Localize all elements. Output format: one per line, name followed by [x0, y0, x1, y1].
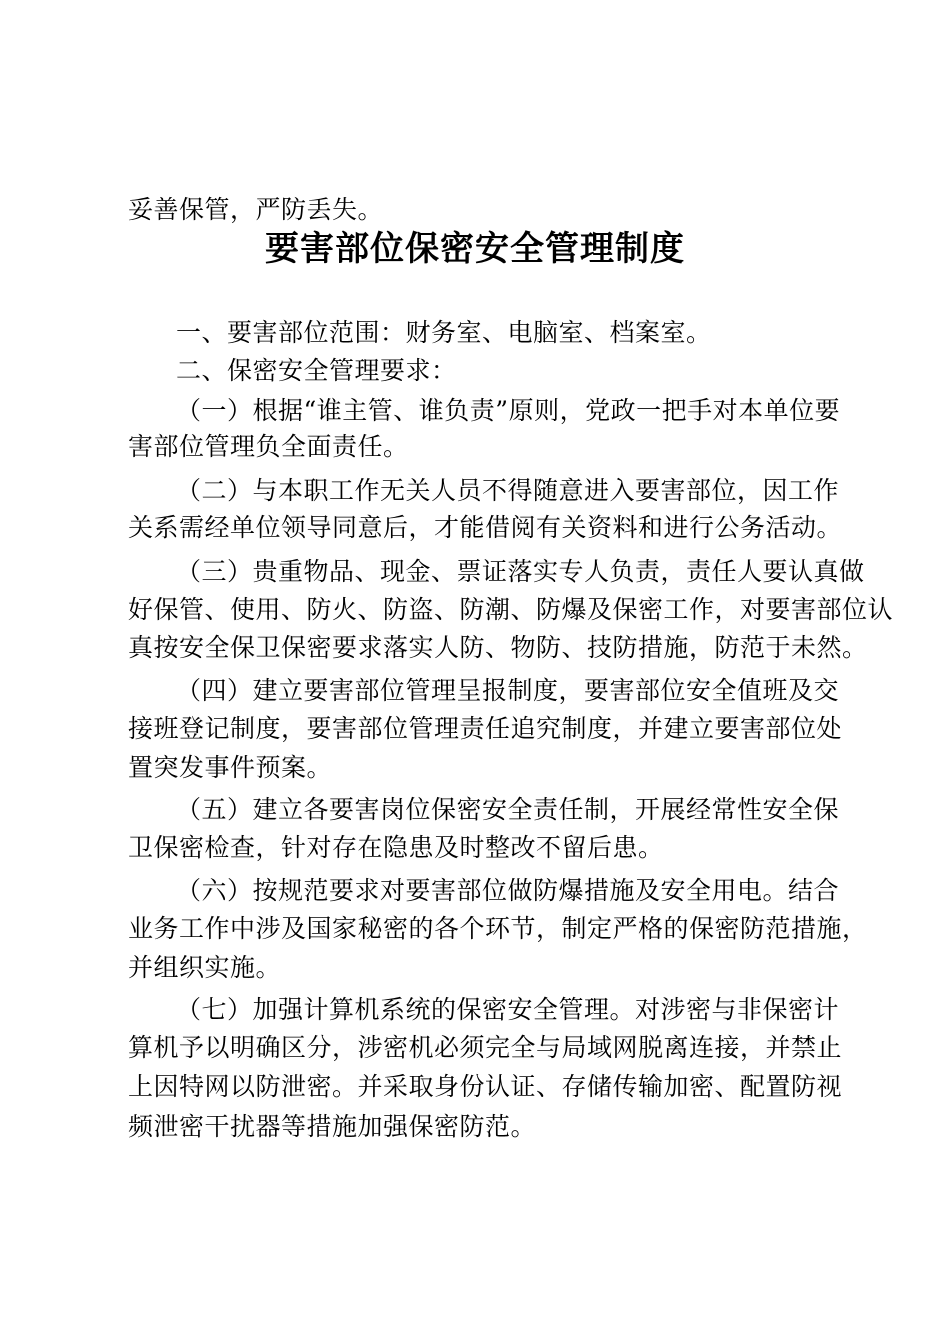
item-2-line-2: 关系需经单位领导同意后，才能借阅有关资料和进行公务活动。 — [128, 513, 843, 542]
section-two: 二、保密安全管理要求： — [176, 356, 457, 385]
page-title: 要害部位保密安全管理制度 — [265, 229, 685, 269]
item-6-line-1: （六）按规范要求对要害部位做防爆措施及安全用电。结合 — [176, 876, 840, 905]
item-6-line-2: 业务工作中涉及国家秘密的各个环节，制定严格的保密防范措施， — [128, 914, 868, 943]
item-7-line-2: 算机予以明确区分，涉密机必须完全与局域网脱离连接，并禁止 — [128, 1033, 843, 1062]
item-7-line-3: 上因特网以防泄密。并采取身份认证、存储传输加密、配置防视 — [128, 1072, 843, 1101]
item-4-line-2: 接班登记制度，要害部位管理责任追究制度，并建立要害部位处 — [128, 714, 843, 743]
item-7-line-4: 频泄密干扰器等措施加强保密防范。 — [128, 1112, 537, 1141]
item-3-line-3: 真按安全保卫保密要求落实人防、物防、技防措施，防范于未然。 — [128, 633, 868, 662]
item-4-line-1: （四）建立要害部位管理呈报制度，要害部位安全值班及交 — [176, 676, 840, 705]
item-3-line-1: （三）贵重物品、现金、票证落实专人负责，责任人要认真做 — [176, 557, 865, 586]
item-4-line-3: 置突发事件预案。 — [128, 753, 333, 782]
item-2-line-1: （二）与本职工作无关人员不得随意进入要害部位，因工作 — [176, 476, 840, 505]
section-one: 一、要害部位范围：财务室、电脑室、档案室。 — [176, 318, 712, 347]
item-3-line-2: 好保管、使用、防火、防盗、防潮、防爆及保密工作，对要害部位认 — [128, 595, 894, 624]
item-6-line-3: 并组织实施。 — [128, 953, 282, 982]
item-5-line-2: 卫保密检查，针对存在隐患及时整改不留后患。 — [128, 833, 664, 862]
item-1-line-1: （一）根据“谁主管、谁负责”原则，党政一把手对本单位要 — [176, 396, 841, 425]
item-5-line-1: （五）建立各要害岗位保密安全责任制，开展经常性安全保 — [176, 795, 840, 824]
item-7-line-1: （七）加强计算机系统的保密安全管理。对涉密与非保密计 — [176, 995, 840, 1024]
item-1-line-2: 害部位管理负全面责任。 — [128, 432, 409, 461]
previous-section-tail: 妥善保管，严防丢失。 — [128, 195, 384, 224]
